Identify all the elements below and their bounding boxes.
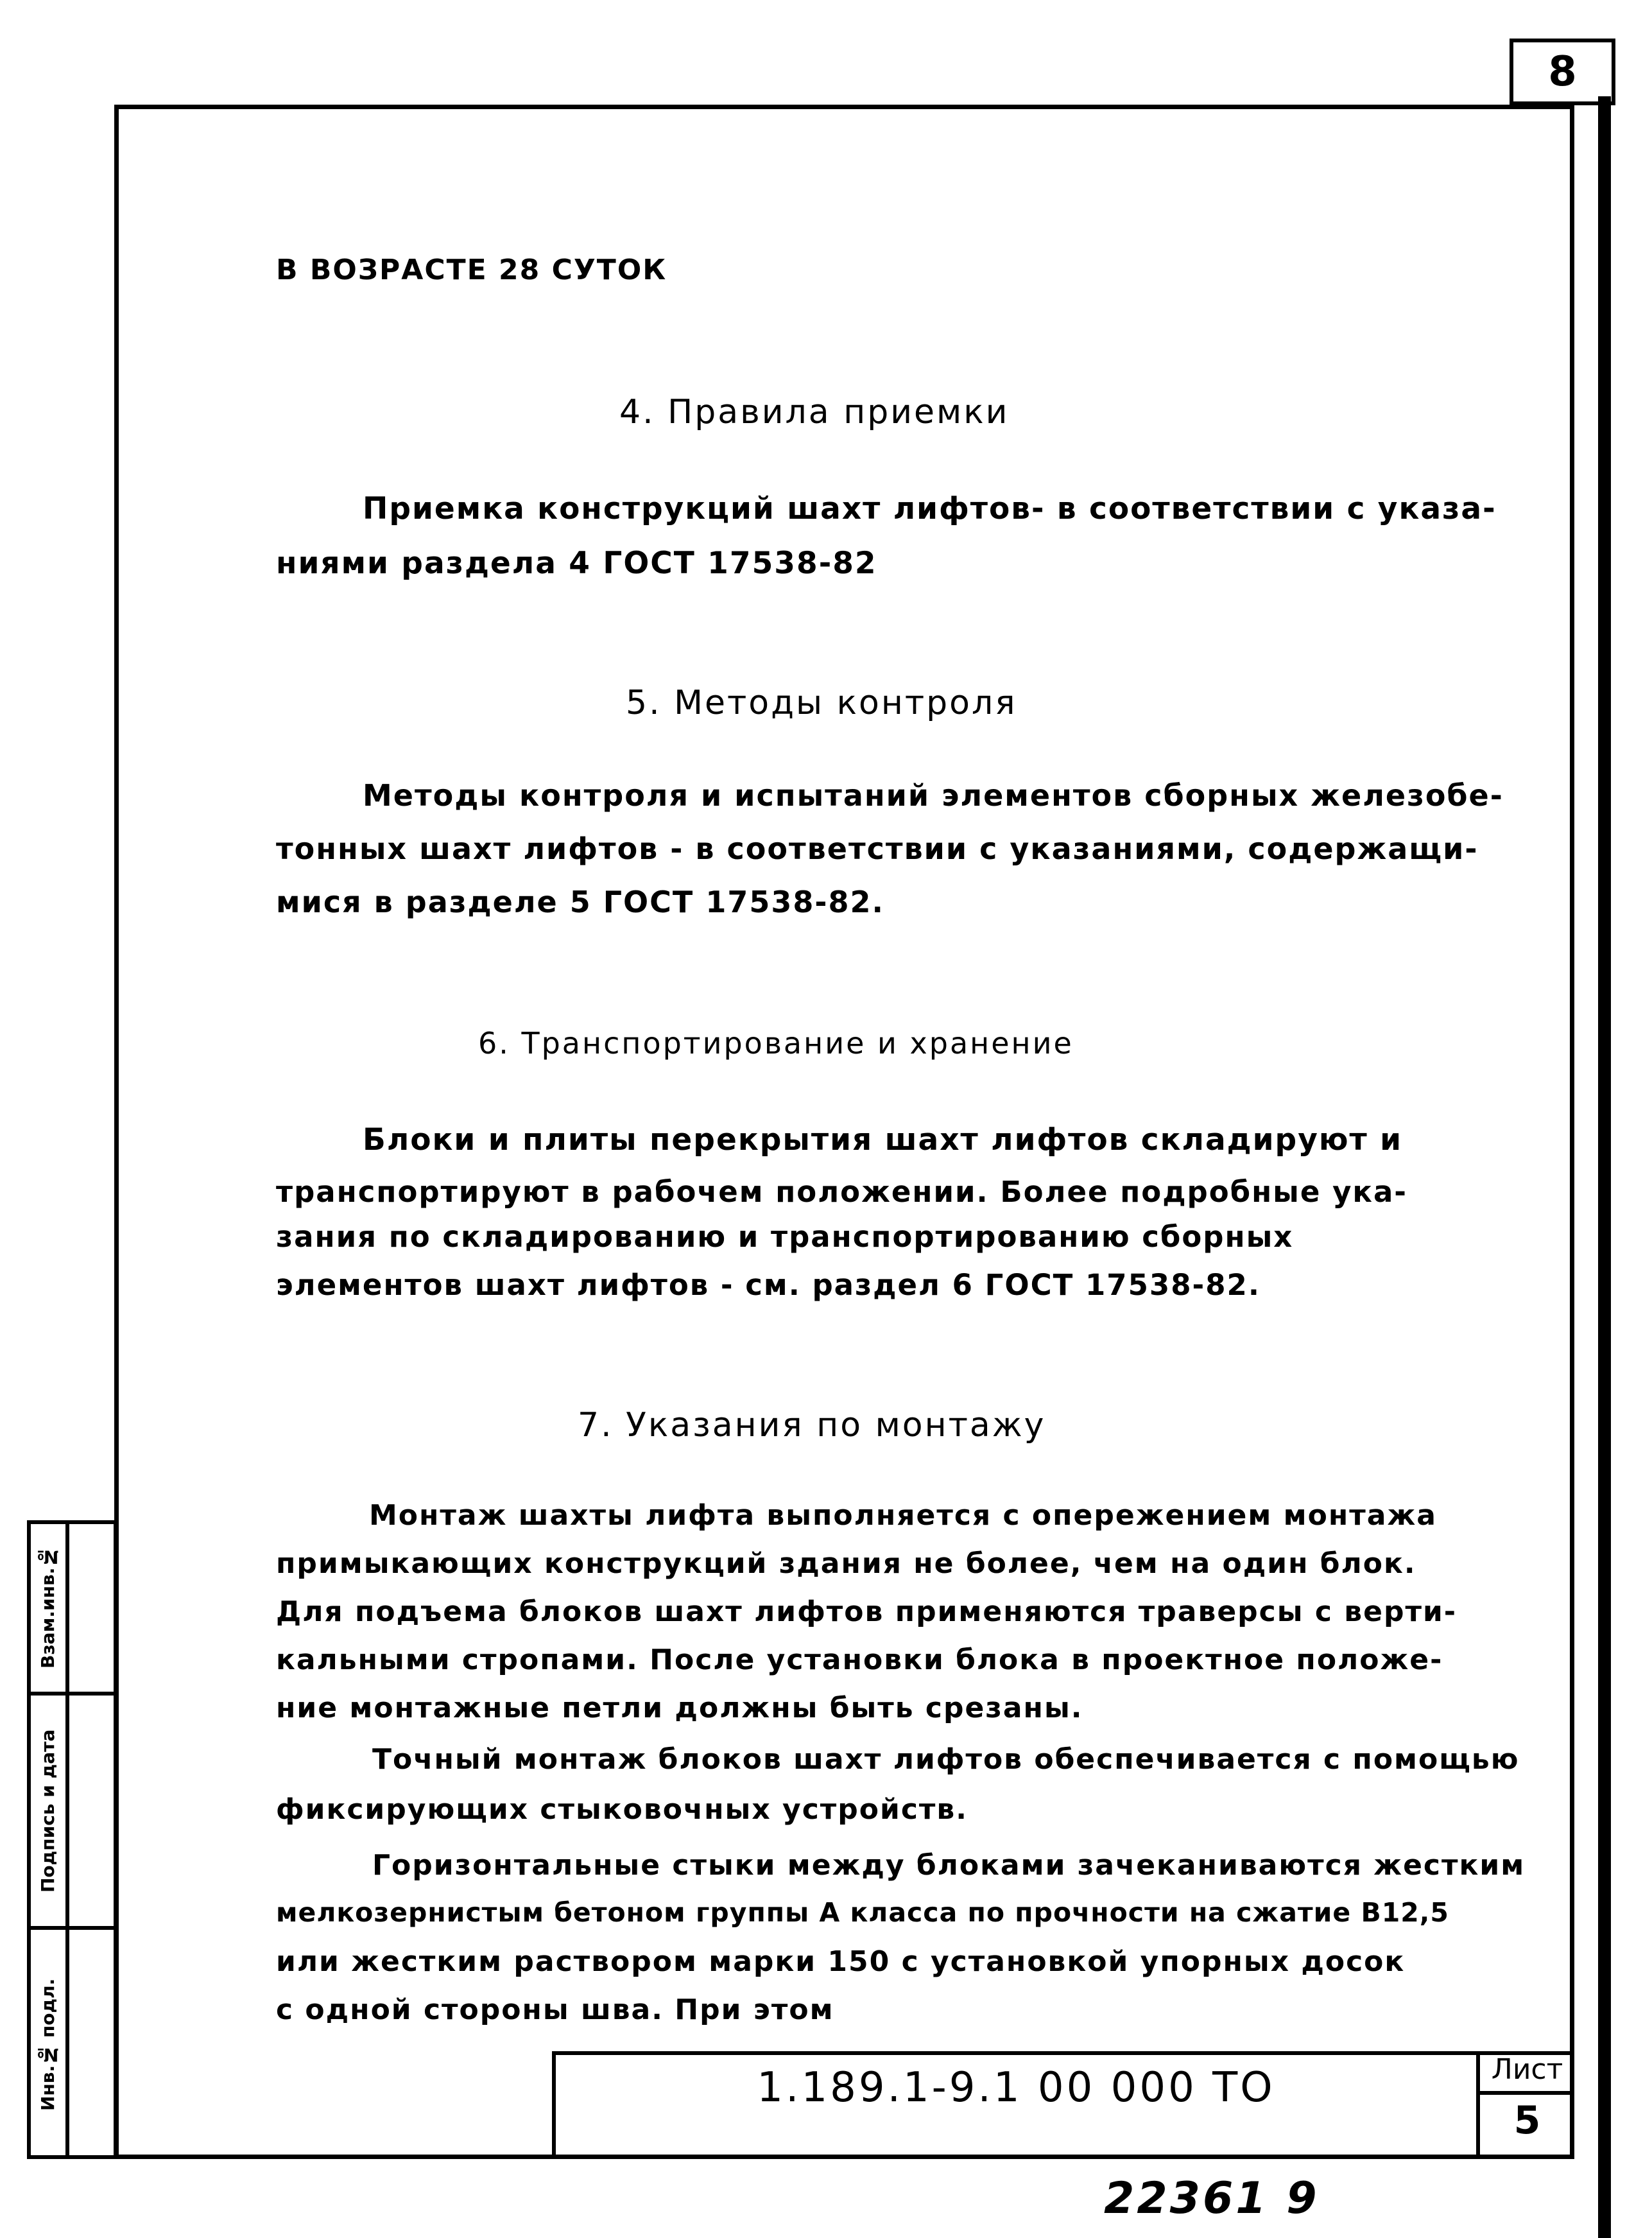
stamp-label-inventory: Инв.№ подл. <box>37 1978 58 2111</box>
stamp-label-signature-date: Подпись и дата <box>37 1729 58 1893</box>
section-7-line: Горизонтальные стыки между блоками зачеканиваются жестким <box>372 1849 1526 1882</box>
section-6-line: транспортируют в рабочем положении. Более подробные ука- <box>276 1175 1407 1209</box>
section-7-line: или жестким раствором марки 150 с установкой упорных досок <box>276 1945 1406 1978</box>
section-7-heading: 7. Указания по монтажу <box>578 1406 1046 1444</box>
section-5-line: Методы контроля и испытаний элементов сборных железобе- <box>363 778 1504 813</box>
sheet-label: Лист <box>1491 2053 1563 2086</box>
section-4-heading: 4. Правила приемки <box>619 393 1010 431</box>
section-7-line: кальными стропами. После установки блока в проектное положе- <box>276 1644 1443 1676</box>
section-7-line: ние монтажные петли должны быть срезаны. <box>276 1692 1083 1724</box>
section-4-line: Приемка конструкций шахт лифтов- в соответствии с указа- <box>363 491 1497 526</box>
section-7-line: примыкающих конструкций здания не более, чем на один блок. <box>276 1547 1416 1580</box>
frame-right-border <box>1570 105 1574 2159</box>
section-6-heading: 6. Транспортирование и хранение <box>478 1026 1074 1061</box>
stamp-label-replacement: Взам.инв.№ <box>37 1546 58 1669</box>
page-number-box: 8 <box>1510 39 1615 105</box>
section-7-line: с одной стороны шва. При этом <box>276 1993 834 2026</box>
stamp-column-values <box>69 1520 117 2159</box>
section-5-heading: 5. Методы контроля <box>626 684 1017 722</box>
section-7-line: Точный монтаж блоков шахт лифтов обеспечивается с помощью <box>372 1743 1520 1776</box>
archive-number: 22361 9 <box>1104 2173 1320 2224</box>
section-5-line: тонных шахт лифтов - в соответствии с указаниями, содержащи- <box>276 831 1479 866</box>
section-7-line: фиксирующих стыковочных устройств. <box>276 1793 968 1826</box>
section-7-line: Монтаж шахты лифта выполняется с опережением монтажа <box>369 1499 1437 1532</box>
right-binding-bar <box>1598 96 1611 2238</box>
section-6-line: зания по складированию и транспортированию сборных <box>276 1220 1294 1254</box>
section-6-line: Блоки и плиты перекрытия шахт лифтов складируют и <box>363 1122 1403 1158</box>
section-6-line: элементов шахт лифтов - см. раздел 6 ГОСТ 17538-82. <box>276 1268 1261 1302</box>
section-7-line: Для подъема блоков шахт лифтов применяются траверсы с верти- <box>276 1595 1458 1628</box>
document-code: 1.189.1-9.1 00 000 ТО <box>757 2064 1275 2112</box>
intro-line: В ВОЗРАСТЕ 28 СУТОК <box>276 254 667 286</box>
frame-top-border <box>114 105 1574 109</box>
section-7-line: мелкозернистым бетоном группы А класса по прочности на сжатие В12,5 <box>276 1897 1449 1928</box>
title-block-sheet-divider <box>1476 2091 1574 2095</box>
section-4-line: ниями раздела 4 ГОСТ 17538-82 <box>276 546 877 581</box>
sheet-number: 5 <box>1513 2098 1541 2143</box>
section-5-line: мися в разделе 5 ГОСТ 17538-82. <box>276 885 884 919</box>
